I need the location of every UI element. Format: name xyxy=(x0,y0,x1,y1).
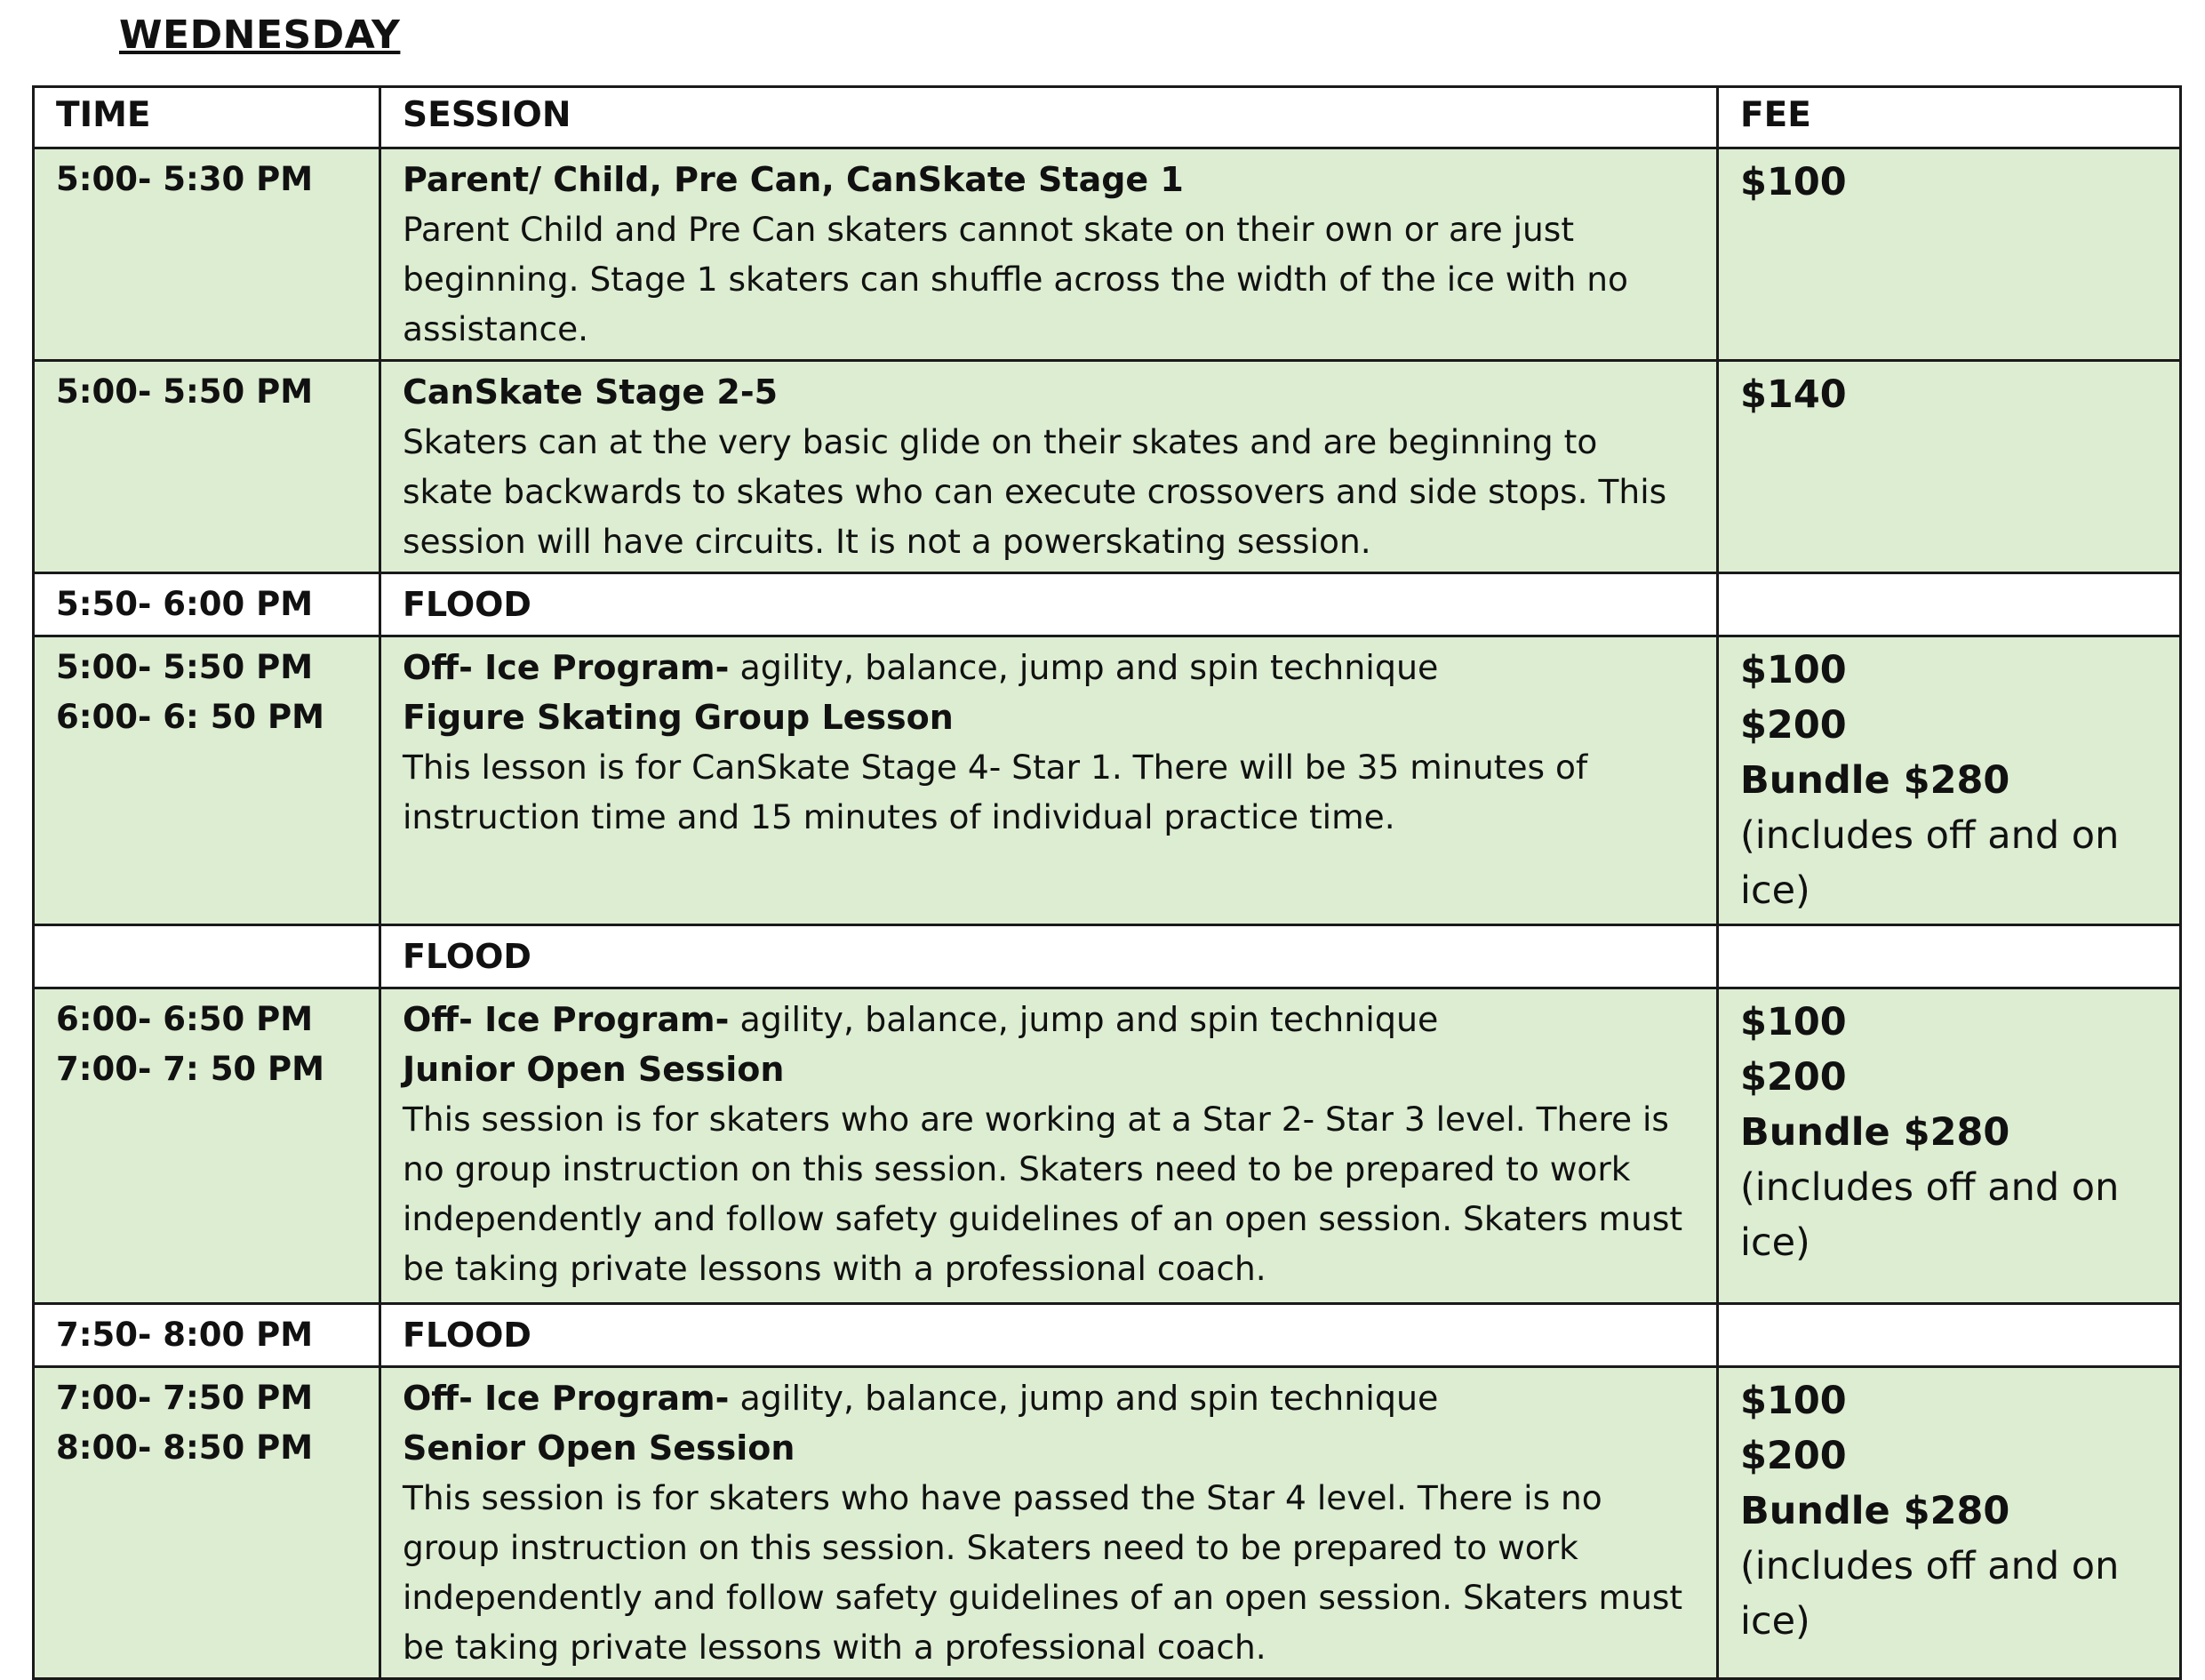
time-cell xyxy=(34,573,380,636)
flood-time: 5:50- 6:00 PM xyxy=(56,585,314,623)
office-description: agility, balance, jump and spin technique xyxy=(729,648,1439,687)
office-time: 6:00- 6:50 PM xyxy=(56,1000,314,1038)
fee-header: FEE xyxy=(1718,87,2181,148)
session-title: CanSkate Stage 2-5 xyxy=(403,372,779,412)
session-description: This lesson is for CanSkate Stage 4- Star 1. There will be 35 minutes of instruction time and 15 minutes of individual practice time. xyxy=(403,748,1588,836)
schedule-row xyxy=(34,988,2181,1304)
time-cell xyxy=(34,148,380,361)
office-program xyxy=(403,995,1695,1044)
office-description: agility, balance, jump and spin technique xyxy=(729,1379,1439,1418)
fee-cell xyxy=(1718,148,2181,361)
session-title: Figure Skating Group Lesson xyxy=(403,698,954,737)
time-header: TIME xyxy=(34,87,380,148)
schedule-row xyxy=(34,148,2181,361)
header-row xyxy=(34,87,2181,148)
fee-amount: $100 xyxy=(1740,160,1847,204)
flood-row xyxy=(34,1304,2181,1367)
session-description: This session is for skaters who have passed the Star 4 level. There is no group instruction on this session. Skaters need to be prepared to work independently and follow safety guidelines of an open session. Skaters must be taking private lessons with a professional coach. xyxy=(403,1478,1683,1667)
flood-row xyxy=(34,573,2181,636)
fee-office: $100 xyxy=(1740,1000,1847,1044)
session-cell xyxy=(380,1304,1718,1367)
time-cell xyxy=(34,925,380,988)
schedule-table xyxy=(32,85,2182,1680)
session-time: 7:00- 7: 50 PM xyxy=(56,1050,324,1088)
fee-cell xyxy=(1718,361,2181,573)
session-header: SESSION xyxy=(380,87,1718,148)
fee-office: $100 xyxy=(1740,1379,1847,1423)
fee-bundle: Bundle $280 xyxy=(1740,758,2010,803)
office-program xyxy=(403,1373,1695,1423)
session-cell xyxy=(380,1367,1718,1679)
office-program xyxy=(403,643,1695,692)
session-title: Junior Open Session xyxy=(403,1050,785,1089)
office-time: 7:00- 7:50 PM xyxy=(56,1379,314,1417)
schedule-row xyxy=(34,361,2181,573)
fee-cell xyxy=(1718,636,2181,925)
fee-note: (includes off and on ice) xyxy=(1740,813,2120,913)
session-cell xyxy=(380,148,1718,361)
time-cell xyxy=(34,361,380,573)
fee-amount: $140 xyxy=(1740,372,1847,417)
day-title: WEDNESDAY xyxy=(119,12,401,58)
session-time: 6:00- 6: 50 PM xyxy=(56,698,324,736)
fee-session: $200 xyxy=(1740,703,1847,748)
schedule-row xyxy=(34,636,2181,925)
time-cell xyxy=(34,988,380,1304)
session-time: 8:00- 8:50 PM xyxy=(56,1428,314,1467)
office-time: 5:00- 5:50 PM xyxy=(56,648,314,686)
office-label: Off- Ice Program- xyxy=(403,1000,730,1039)
session-time: 5:00- 5:30 PM xyxy=(56,160,314,198)
flood-time: 7:50- 8:00 PM xyxy=(56,1316,314,1354)
session-title: Parent/ Child, Pre Can, CanSkate Stage 1 xyxy=(403,160,1184,199)
flood-row xyxy=(34,925,2181,988)
time-cell xyxy=(34,636,380,925)
session-cell xyxy=(380,573,1718,636)
fee-cell xyxy=(1718,925,2181,988)
fee-cell xyxy=(1718,1367,2181,1679)
session-cell xyxy=(380,925,1718,988)
time-cell xyxy=(34,1367,380,1679)
schedule-row xyxy=(34,1367,2181,1679)
fee-office: $100 xyxy=(1740,648,1847,692)
session-description: This session is for skaters who are working at a Star 2- Star 3 level. There is no group instruction on this session. Skaters need to be prepared to work independently and follow safety guidelines of an open session. Skaters must be taking private lessons with a professional coach. xyxy=(403,1100,1683,1288)
fee-session: $200 xyxy=(1740,1434,1847,1478)
session-title: Senior Open Session xyxy=(403,1428,795,1468)
fee-session: $200 xyxy=(1740,1055,1847,1100)
fee-cell xyxy=(1718,988,2181,1304)
session-description: Parent Child and Pre Can skaters cannot skate on their own or are just beginning. Stage 1 skaters can shuffle across the width of the ice with no assistance. xyxy=(403,210,1628,348)
session-cell xyxy=(380,636,1718,925)
flood-label: FLOOD xyxy=(403,585,531,624)
session-time: 5:00- 5:50 PM xyxy=(56,372,314,411)
fee-cell xyxy=(1718,573,2181,636)
fee-bundle: Bundle $280 xyxy=(1740,1489,2010,1533)
office-description: agility, balance, jump and spin technique xyxy=(729,1000,1439,1039)
session-cell xyxy=(380,988,1718,1304)
office-label: Off- Ice Program- xyxy=(403,1379,730,1418)
flood-label: FLOOD xyxy=(403,937,531,976)
session-cell xyxy=(380,361,1718,573)
office-label: Off- Ice Program- xyxy=(403,648,730,687)
flood-label: FLOOD xyxy=(403,1316,531,1355)
fee-cell xyxy=(1718,1304,2181,1367)
session-description: Skaters can at the very basic glide on their skates and are beginning to skate backwards to skates who can execute crossovers and side stops. This session will have circuits. It is not a powerskating session. xyxy=(403,422,1667,561)
fee-note: (includes off and on ice) xyxy=(1740,1165,2120,1265)
time-cell xyxy=(34,1304,380,1367)
fee-bundle: Bundle $280 xyxy=(1740,1110,2010,1155)
fee-note: (includes off and on ice) xyxy=(1740,1544,2120,1644)
